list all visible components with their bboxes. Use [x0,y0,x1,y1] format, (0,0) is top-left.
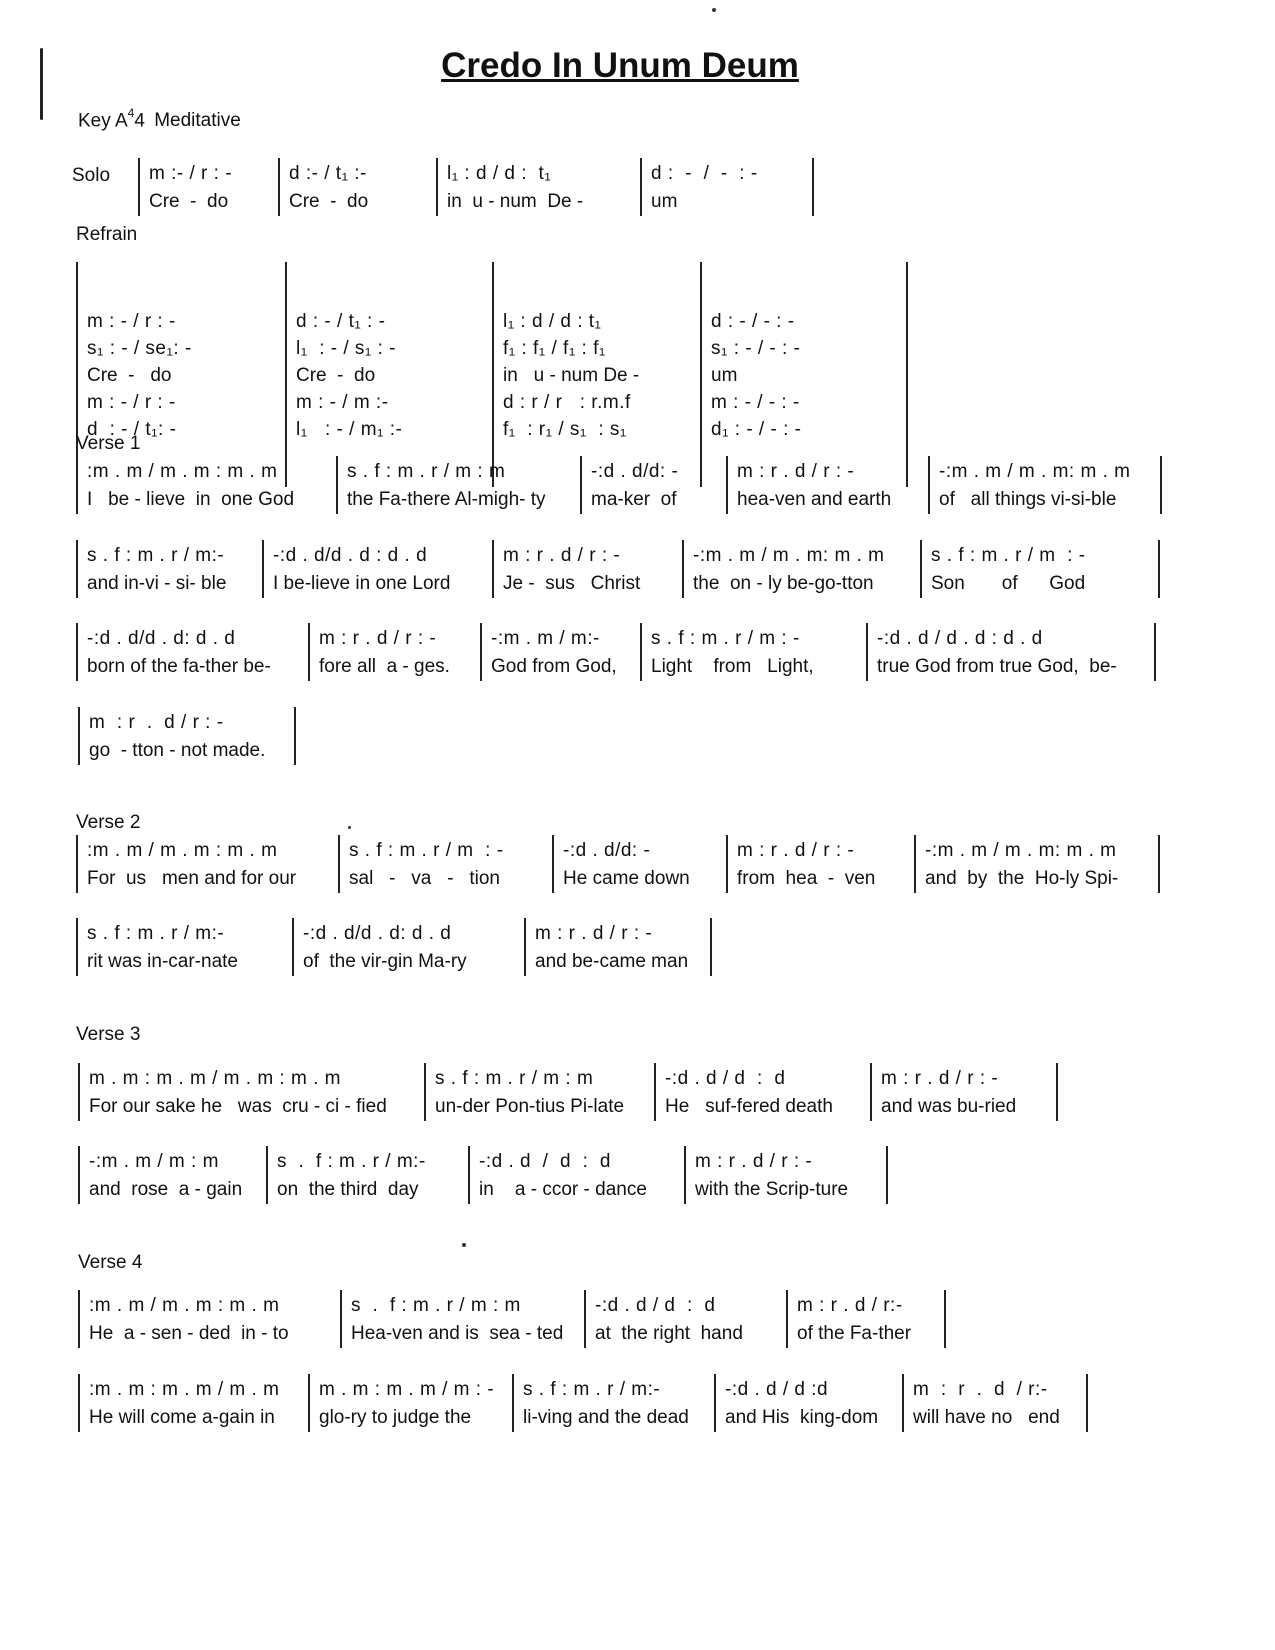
measure [78,1146,266,1204]
solfa-notation: d :- / t₁ :- [289,163,367,184]
lyric-text: rit was in-car-nate [87,951,238,972]
solfa-notation: d : r / r : r.m.f [503,392,631,413]
solfa-notation: s . f : m . r / m:- [87,923,225,944]
solfa-notation: :m . m / m . m : m . m [87,840,278,861]
verse-3-line-1 [78,1063,1058,1121]
lyric-text: God from God, [491,656,617,677]
scan-speck [712,8,716,12]
lyric-text: born of the fa-ther be- [87,656,271,677]
solfa-notation: s . f : m . r / m : - [651,628,800,649]
solfa-notation: l₁ : d / d : t₁ [503,311,602,332]
solfa-notation: s . f : m . r / m : m [347,461,506,482]
solfa-notation: -:m . m / m . m: m . m [925,840,1117,861]
solfa-notation: m : - / r : - [87,311,176,332]
lyric-text: Son of God [931,573,1086,594]
solfa-notation: m : r . d / r : - [319,628,437,649]
solfa-notation: d₁ : - / - : - [711,419,802,440]
verse-1-label: Verse 1 [76,433,141,454]
lyric-text: He a - sen - ded in - to [89,1323,289,1344]
lyric-text: from hea - ven [737,868,876,889]
solfa-notation: f₁ : r₁ / s₁ : s₁ [503,419,627,440]
lyric-text: in a - ccor - dance [479,1179,647,1200]
measure [866,623,1156,681]
solfa-notation: s . f : m . r / m : - [931,545,1086,566]
lyric-text: Je - sus Christ [503,573,641,594]
solfa-notation: m : - / m :- [296,392,389,413]
verse-1-line-2 [76,540,1160,598]
lyric-text: at the right hand [595,1323,743,1344]
measure [78,1290,340,1348]
measure [76,918,292,976]
verse-2-label: Verse 2 [76,812,141,833]
lyric-text: and rose a - gain [89,1179,243,1200]
lyric-text: and be-came man [535,951,689,972]
lyric-text: and His king-dom [725,1407,879,1428]
lyric-text: hea-ven and earth [737,489,892,510]
lyric-text: Hea-ven and is sea - ted [351,1323,564,1344]
solfa-notation: s . f : m . r / m : - [349,840,504,861]
verse-1-line-4 [78,707,296,765]
solfa-notation: -:d . d / d :d [725,1379,829,1400]
measure [684,1146,888,1204]
measure [78,1374,308,1432]
measure [726,456,928,514]
solfa-notation: -:d . d/d . d: d . d [87,628,236,649]
solfa-notation: m : r . d / r : - [695,1151,813,1172]
measure [584,1290,786,1348]
solfa-notation: :m . m / m . m : m . m [87,461,278,482]
measure [468,1146,684,1204]
lyric-text: and by the Ho-ly Spi- [925,868,1119,889]
verse-2-line-1 [76,835,1160,893]
measure [308,1374,512,1432]
lyric-text: Cre - do [149,191,229,212]
key-prefix: Key A [78,110,128,132]
solfa-notation: d : - / t₁ : - [296,311,386,332]
lyric-text: He came down [563,868,690,889]
measure [76,456,336,514]
measure [928,456,1162,514]
measure [336,456,580,514]
refrain-label: Refrain [76,224,138,245]
lyric-text: sal - va - tion [349,868,500,889]
solfa-notation: -:d . d/d . d : d . d [273,545,428,566]
solfa-notation: -:m . m / m . m: m . m [939,461,1131,482]
lyric-text: I be-lieve in one Lord [273,573,451,594]
solfa-notation: m . m : m . m / m . m : m . m [89,1068,341,1089]
solfa-notation: d : - / t₁: - [87,419,177,440]
measure [654,1063,870,1121]
measure [76,540,262,598]
verse-4-label: Verse 4 [78,1252,143,1273]
measure [76,623,308,681]
refrain-measure [285,262,492,487]
solfa-notation: -:m . m / m : m [89,1151,219,1172]
lyric-text: and in-vi - si- ble [87,573,227,594]
verse-3-line-2 [78,1146,888,1204]
solfa-notation: -:d . d / d . d : d . d [877,628,1043,649]
solo-measure [278,158,436,216]
lyric-text: un-der Pon-tius Pi-late [435,1096,625,1117]
solfa-notation: s₁ : - / se₁: - [87,338,192,359]
solfa-notation: -:d . d/d . d: d . d [303,923,452,944]
solfa-notation: f₁ : f₁ / f₁ : f₁ [503,338,606,359]
solfa-notation: m : r . d / r : - [737,461,855,482]
lyric-text: the Fa-there Al-migh- ty [347,489,546,510]
solfa-notation: l₁ : - / m₁ :- [296,419,403,440]
lyric-text: um [711,365,738,386]
lyric-text: fore all a - ges. [319,656,450,677]
lyric-text: in u - num De - [447,191,584,212]
solfa-notation: m : r . d / r : - [89,712,224,733]
lyric-text: He suf-fered death [665,1096,833,1117]
measure [340,1290,584,1348]
solo-row [138,158,814,216]
lyric-text: true God from true God, be- [877,656,1117,677]
lyric-text: and was bu-ried [881,1096,1017,1117]
lyric-text: will have no end [913,1407,1060,1428]
measure [580,456,726,514]
lyric-text: of the Fa-ther [797,1323,912,1344]
measure [262,540,492,598]
solfa-notation: s₁ : - / - : - [711,338,801,359]
solo-measure [640,158,814,216]
lyric-text: He will come a-gain in [89,1407,275,1428]
measure [266,1146,468,1204]
measure [308,623,480,681]
lyric-text: in u - num De - [503,365,640,386]
measure [682,540,920,598]
measure [552,835,726,893]
refrain-row [76,262,908,487]
lyric-text: For us men and for our [87,868,297,889]
measure [870,1063,1058,1121]
lyric-text: of all things vi-si-ble [939,489,1117,510]
page-title: Credo In Unum Deum [441,46,799,85]
solfa-notation: -:d . d/d: - [591,461,679,482]
lyric-text: Light from Light, [651,656,814,677]
time-signature-bottom: 4 [134,110,145,132]
measure [78,1063,424,1121]
solfa-notation: m : r . d / r : - [881,1068,999,1089]
measure [914,835,1160,893]
measure [480,623,640,681]
verse-4-line-2 [78,1374,1088,1432]
solo-measure [436,158,640,216]
lyric-text: For our sake he was cru - ci - fied [89,1096,387,1117]
lyric-text: go - tton - not made. [89,740,266,761]
lyric-text: li-ving and the dead [523,1407,689,1428]
measure [714,1374,902,1432]
solfa-notation: d : - / - : - [651,163,758,184]
solfa-notation: m : - / - : - [711,392,800,413]
solfa-notation: s . f : m . r / m : m [351,1295,521,1316]
solfa-notation: m : r . d / r : - [737,840,855,861]
solo-measure [138,158,278,216]
verse-4-line-1 [78,1290,946,1348]
verse-3-label: Verse 3 [76,1024,141,1045]
measure [338,835,552,893]
solfa-notation: :m . m : m . m / m . m [89,1379,280,1400]
lyric-text: the on - ly be-go-tton [693,573,874,594]
solfa-notation: d : - / - : - [711,311,795,332]
measure [424,1063,654,1121]
measure [726,835,914,893]
solfa-notation: s . f : m . r / m:- [87,545,225,566]
solo-label: Solo [72,165,111,186]
scan-speck [462,1243,466,1247]
refrain-measure [700,262,908,487]
lyric-text: ma-ker of [591,489,677,510]
measure [292,918,524,976]
solfa-notation: s . f : m . r / m:- [277,1151,426,1172]
measure [920,540,1160,598]
measure [76,835,338,893]
lyric-text: Cre - do [289,191,369,212]
lyric-text: I be - lieve in one God [87,489,295,510]
solfa-notation: s . f : m . r / m:- [523,1379,661,1400]
solfa-notation: s . f : m . r / m : m [435,1068,594,1089]
measure [640,623,866,681]
measure [78,707,296,765]
measure [902,1374,1088,1432]
solfa-notation: -:m . m / m:- [491,628,600,649]
key-signature [78,108,241,132]
scan-speck [348,826,351,829]
measure [786,1290,946,1348]
solfa-notation: m : r . d / r : - [535,923,653,944]
verse-1-line-3 [76,623,1156,681]
lyric-text: glo-ry to judge the [319,1407,472,1428]
solfa-notation: m : r . d / r:- [913,1379,1048,1400]
lyric-text: of the vir-gin Ma-ry [303,951,467,972]
lyric-text: Cre - do [296,365,376,386]
solfa-notation: m : r . d / r:- [797,1295,903,1316]
solfa-notation: -:d . d / d : d [479,1151,611,1172]
verse-1-line-1 [76,456,1162,514]
verse-2-line-2 [76,918,712,976]
key-style: Meditative [154,110,241,132]
solfa-notation: m : r . d / r : - [503,545,621,566]
time-signature-top: 4 [127,106,135,120]
solfa-notation: :m . m / m . m : m . m [89,1295,280,1316]
refrain-measure [492,262,700,487]
measure [512,1374,714,1432]
solfa-notation: m :- / r : - [149,163,233,184]
lyric-text: um [651,191,678,212]
lyric-text: with the Scrip-ture [695,1179,849,1200]
solfa-notation: m : - / r : - [87,392,176,413]
lyric-text: on the third day [277,1179,419,1200]
measure [524,918,712,976]
solfa-notation: m . m : m . m / m : - [319,1379,495,1400]
solfa-notation: l₁ : - / s₁ : - [296,338,396,359]
solfa-notation: -:m . m / m . m: m . m [693,545,885,566]
solfa-notation: -:d . d/d: - [563,840,651,861]
measure [492,540,682,598]
solfa-notation: l₁ : d / d : t₁ [447,163,552,184]
lyric-text: Cre - do [87,365,172,386]
solfa-notation: -:d . d / d : d [665,1068,786,1089]
solfa-notation: -:d . d / d : d [595,1295,716,1316]
